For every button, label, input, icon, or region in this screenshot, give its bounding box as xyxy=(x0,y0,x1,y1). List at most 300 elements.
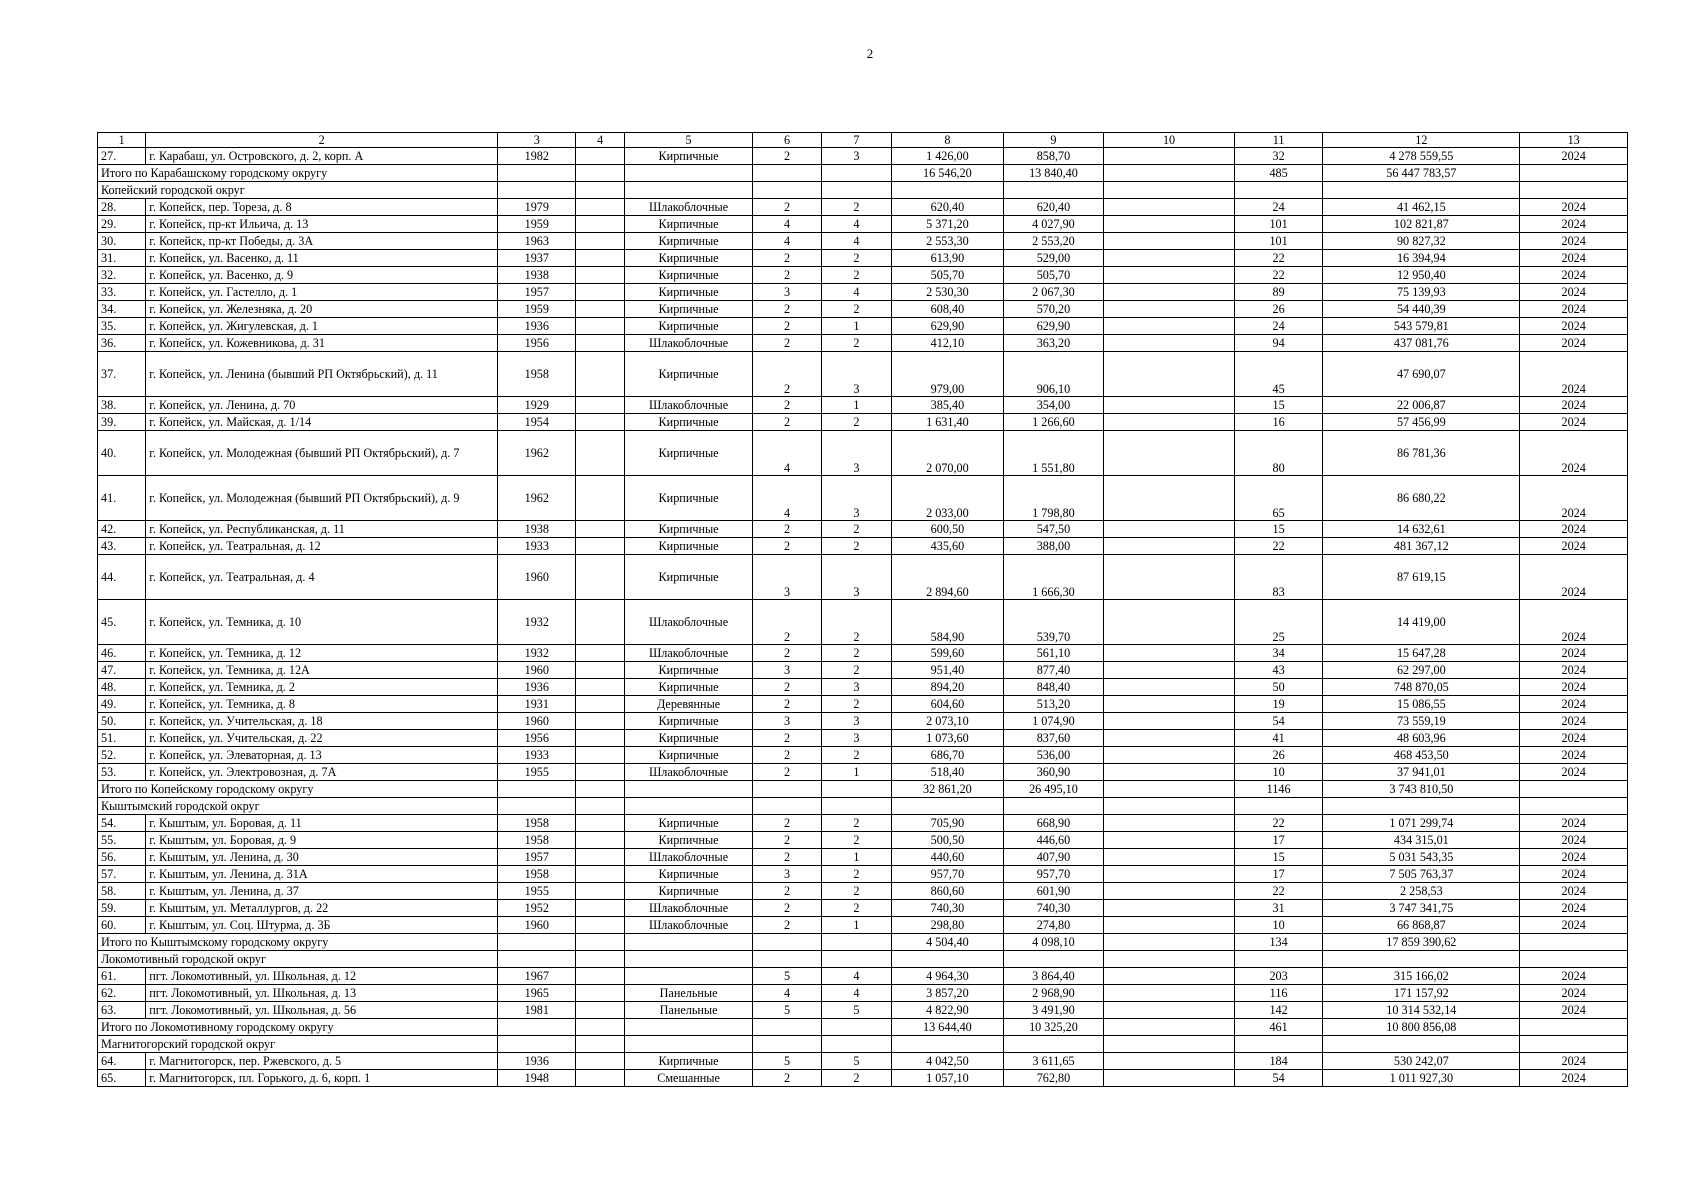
empty-cell xyxy=(821,165,891,182)
living-area-cell: 505,70 xyxy=(1003,267,1104,284)
row-number-cell: 50. xyxy=(98,713,146,730)
table-row xyxy=(98,250,1628,267)
residents-cell: 15 xyxy=(1234,521,1322,538)
empty-cell xyxy=(498,781,576,798)
table-row xyxy=(98,968,1628,985)
cost-cell: 10 800 856,08 xyxy=(1323,1019,1520,1036)
empty-cell xyxy=(576,148,624,165)
residents-cell: 15 xyxy=(1234,849,1322,866)
section-row xyxy=(98,182,1628,199)
floors-cell: 2 xyxy=(753,250,821,267)
table-row xyxy=(98,1070,1628,1087)
empty-cell xyxy=(1323,798,1520,815)
address-cell: г. Копейск, пр-кт Ильича, д. 13 xyxy=(146,216,498,233)
living-area-cell: 858,70 xyxy=(1003,148,1104,165)
empty-cell xyxy=(576,968,624,985)
empty-cell xyxy=(753,934,821,951)
empty-cell xyxy=(576,747,624,764)
row-number-cell: 28. xyxy=(98,199,146,216)
row-number-cell: 62. xyxy=(98,985,146,1002)
row-number-cell: 32. xyxy=(98,267,146,284)
table-row xyxy=(98,713,1628,730)
empty-cell xyxy=(1104,538,1235,555)
year-cell: 1965 xyxy=(498,985,576,1002)
wall-material-cell: Шлакоблочные xyxy=(624,764,753,781)
table-row xyxy=(98,148,1628,165)
empty-cell xyxy=(1104,781,1235,798)
entrances-cell: 4 xyxy=(821,968,891,985)
residents-cell: 17 xyxy=(1234,832,1322,849)
section-label: Кыштымский городской округ xyxy=(98,798,498,815)
wall-material-cell: Кирпичные xyxy=(624,679,753,696)
wall-material-cell: Смешанные xyxy=(624,1070,753,1087)
completion-year-cell: 2024 xyxy=(1520,521,1628,538)
column-number: 6 xyxy=(753,133,821,148)
year-cell: 1958 xyxy=(498,815,576,832)
completion-year-cell: 2024 xyxy=(1520,1002,1628,1019)
row-number-cell: 31. xyxy=(98,250,146,267)
living-area-cell: 539,70 xyxy=(1003,600,1104,645)
empty-cell xyxy=(576,1019,624,1036)
empty-cell xyxy=(576,764,624,781)
row-number-cell: 56. xyxy=(98,849,146,866)
completion-year-cell: 2024 xyxy=(1520,476,1628,521)
empty-cell xyxy=(498,1019,576,1036)
cost-cell: 3 747 341,75 xyxy=(1323,900,1520,917)
wall-material-cell: Кирпичные xyxy=(624,233,753,250)
empty-cell xyxy=(1520,934,1628,951)
cost-cell: 86 781,36 xyxy=(1323,431,1520,476)
residents-cell: 22 xyxy=(1234,267,1322,284)
residents-cell: 10 xyxy=(1234,764,1322,781)
empty-cell xyxy=(624,781,753,798)
cost-cell: 102 821,87 xyxy=(1323,216,1520,233)
address-cell: г. Копейск, ул. Темника, д. 8 xyxy=(146,696,498,713)
floors-cell: 2 xyxy=(753,883,821,900)
table-row xyxy=(98,352,1628,397)
total-area-cell: 2 073,10 xyxy=(892,713,1004,730)
empty-cell xyxy=(576,900,624,917)
table-row xyxy=(98,267,1628,284)
empty-cell xyxy=(1104,284,1235,301)
wall-material-cell: Кирпичные xyxy=(624,883,753,900)
year-cell: 1960 xyxy=(498,713,576,730)
wall-material-cell: Шлакоблочные xyxy=(624,849,753,866)
living-area-cell: 2 067,30 xyxy=(1003,284,1104,301)
completion-year-cell: 2024 xyxy=(1520,662,1628,679)
empty-cell xyxy=(753,951,821,968)
address-cell: г. Кыштым, ул. Ленина, д. 30 xyxy=(146,849,498,866)
living-area-cell: 957,70 xyxy=(1003,866,1104,883)
entrances-cell: 4 xyxy=(821,284,891,301)
empty-cell xyxy=(1520,165,1628,182)
residents-cell: 83 xyxy=(1234,555,1322,600)
entrances-cell: 2 xyxy=(821,696,891,713)
address-cell: г. Копейск, ул. Ленина (бывший РП Октябрьский), д. 11 xyxy=(146,352,498,397)
table-row xyxy=(98,645,1628,662)
row-number-cell: 59. xyxy=(98,900,146,917)
cost-cell: 87 619,15 xyxy=(1323,555,1520,600)
cost-cell: 86 680,22 xyxy=(1323,476,1520,521)
entrances-cell: 4 xyxy=(821,985,891,1002)
residents-cell: 22 xyxy=(1234,883,1322,900)
entrances-cell: 3 xyxy=(821,730,891,747)
empty-cell xyxy=(1104,182,1235,199)
completion-year-cell: 2024 xyxy=(1520,1053,1628,1070)
empty-cell xyxy=(576,538,624,555)
cost-cell: 1 071 299,74 xyxy=(1323,815,1520,832)
wall-material-cell: Деревянные xyxy=(624,696,753,713)
section-row xyxy=(98,951,1628,968)
empty-cell xyxy=(1104,662,1235,679)
table-header xyxy=(98,133,1628,148)
empty-cell xyxy=(624,798,753,815)
year-cell: 1938 xyxy=(498,521,576,538)
table-row xyxy=(98,866,1628,883)
year-cell: 1960 xyxy=(498,555,576,600)
table-row xyxy=(98,301,1628,318)
empty-cell xyxy=(576,662,624,679)
completion-year-cell: 2024 xyxy=(1520,730,1628,747)
living-area-cell: 513,20 xyxy=(1003,696,1104,713)
empty-cell xyxy=(1104,764,1235,781)
cost-cell: 1 011 927,30 xyxy=(1323,1070,1520,1087)
subtotal-row xyxy=(98,1019,1628,1036)
empty-cell xyxy=(753,798,821,815)
table-row xyxy=(98,199,1628,216)
year-cell: 1957 xyxy=(498,849,576,866)
wall-material-cell: Кирпичные xyxy=(624,414,753,431)
residents-cell: 54 xyxy=(1234,1070,1322,1087)
address-cell: г. Копейск, ул. Кожевникова, д. 31 xyxy=(146,335,498,352)
living-area-cell: 877,40 xyxy=(1003,662,1104,679)
floors-cell: 3 xyxy=(753,284,821,301)
empty-cell xyxy=(1234,182,1322,199)
cost-cell: 543 579,81 xyxy=(1323,318,1520,335)
total-area-cell: 604,60 xyxy=(892,696,1004,713)
empty-cell xyxy=(576,521,624,538)
residents-cell: 485 xyxy=(1234,165,1322,182)
living-area-cell: 407,90 xyxy=(1003,849,1104,866)
year-cell: 1981 xyxy=(498,1002,576,1019)
column-number: 10 xyxy=(1104,133,1235,148)
address-cell: г. Кыштым, ул. Металлургов, д. 22 xyxy=(146,900,498,917)
address-cell: г. Магнитогорск, пл. Горького, д. 6, корп. 1 xyxy=(146,1070,498,1087)
entrances-cell: 2 xyxy=(821,600,891,645)
row-number-cell: 30. xyxy=(98,233,146,250)
empty-cell xyxy=(1104,397,1235,414)
empty-cell xyxy=(576,476,624,521)
empty-cell xyxy=(1104,917,1235,934)
total-area-cell: 1 073,60 xyxy=(892,730,1004,747)
wall-material-cell: Шлакоблочные xyxy=(624,645,753,662)
floors-cell: 2 xyxy=(753,832,821,849)
residents-cell: 142 xyxy=(1234,1002,1322,1019)
row-number-cell: 64. xyxy=(98,1053,146,1070)
total-area-cell: 2 033,00 xyxy=(892,476,1004,521)
total-area-cell: 860,60 xyxy=(892,883,1004,900)
living-area-cell: 4 027,90 xyxy=(1003,216,1104,233)
empty-cell xyxy=(1104,900,1235,917)
address-cell: пгт. Локомотивный, ул. Школьная, д. 56 xyxy=(146,1002,498,1019)
column-number: 4 xyxy=(576,133,624,148)
table-row xyxy=(98,600,1628,645)
column-number: 3 xyxy=(498,133,576,148)
column-number: 2 xyxy=(146,133,498,148)
empty-cell xyxy=(1104,216,1235,233)
address-cell: г. Копейск, ул. Васенко, д. 11 xyxy=(146,250,498,267)
living-area-cell: 3 491,90 xyxy=(1003,1002,1104,1019)
address-cell: г. Копейск, пер. Тореза, д. 8 xyxy=(146,199,498,216)
living-area-cell: 529,00 xyxy=(1003,250,1104,267)
entrances-cell: 3 xyxy=(821,713,891,730)
wall-material-cell: Кирпичные xyxy=(624,555,753,600)
living-area-cell: 1 266,60 xyxy=(1003,414,1104,431)
table-row xyxy=(98,476,1628,521)
total-area-cell: 4 822,90 xyxy=(892,1002,1004,1019)
wall-material-cell: Шлакоблочные xyxy=(624,900,753,917)
wall-material-cell: Кирпичные xyxy=(624,250,753,267)
completion-year-cell: 2024 xyxy=(1520,216,1628,233)
completion-year-cell: 2024 xyxy=(1520,815,1628,832)
empty-cell xyxy=(821,1036,891,1053)
row-number-cell: 49. xyxy=(98,696,146,713)
table-row xyxy=(98,679,1628,696)
address-cell: г. Копейск, ул. Темника, д. 12 xyxy=(146,645,498,662)
total-area-cell: 1 631,40 xyxy=(892,414,1004,431)
empty-cell xyxy=(892,951,1004,968)
empty-cell xyxy=(576,1070,624,1087)
floors-cell: 4 xyxy=(753,431,821,476)
empty-cell xyxy=(1104,352,1235,397)
empty-cell xyxy=(1104,199,1235,216)
table-row xyxy=(98,538,1628,555)
subtotal-row xyxy=(98,934,1628,951)
empty-cell xyxy=(1104,1036,1235,1053)
living-area-cell: 740,30 xyxy=(1003,900,1104,917)
row-number-cell: 63. xyxy=(98,1002,146,1019)
empty-cell xyxy=(753,781,821,798)
empty-cell xyxy=(1104,301,1235,318)
year-cell: 1952 xyxy=(498,900,576,917)
cost-cell: 468 453,50 xyxy=(1323,747,1520,764)
total-area-cell: 4 964,30 xyxy=(892,968,1004,985)
living-area-cell: 3 611,65 xyxy=(1003,1053,1104,1070)
row-number-cell: 36. xyxy=(98,335,146,352)
entrances-cell: 2 xyxy=(821,832,891,849)
housing-register-table xyxy=(97,132,1628,1087)
completion-year-cell: 2024 xyxy=(1520,968,1628,985)
floors-cell: 2 xyxy=(753,148,821,165)
table-row xyxy=(98,521,1628,538)
cost-cell: 22 006,87 xyxy=(1323,397,1520,414)
row-number-cell: 61. xyxy=(98,968,146,985)
empty-cell xyxy=(1104,798,1235,815)
floors-cell: 3 xyxy=(753,555,821,600)
living-area-cell: 536,00 xyxy=(1003,747,1104,764)
row-number-cell: 42. xyxy=(98,521,146,538)
living-area-cell: 274,80 xyxy=(1003,917,1104,934)
table-body xyxy=(98,148,1628,1087)
completion-year-cell: 2024 xyxy=(1520,917,1628,934)
total-area-cell: 4 504,40 xyxy=(892,934,1004,951)
empty-cell xyxy=(576,934,624,951)
address-cell: г. Копейск, ул. Гастелло, д. 1 xyxy=(146,284,498,301)
table-row xyxy=(98,1002,1628,1019)
empty-cell xyxy=(821,951,891,968)
residents-cell: 80 xyxy=(1234,431,1322,476)
completion-year-cell: 2024 xyxy=(1520,431,1628,476)
cost-cell: 15 647,28 xyxy=(1323,645,1520,662)
entrances-cell: 4 xyxy=(821,216,891,233)
empty-cell xyxy=(1520,951,1628,968)
wall-material-cell: Кирпичные xyxy=(624,318,753,335)
empty-cell xyxy=(1104,1002,1235,1019)
empty-cell xyxy=(1104,555,1235,600)
living-area-cell: 547,50 xyxy=(1003,521,1104,538)
residents-cell: 22 xyxy=(1234,815,1322,832)
year-cell: 1979 xyxy=(498,199,576,216)
floors-cell: 2 xyxy=(753,696,821,713)
empty-cell xyxy=(753,1019,821,1036)
year-cell: 1957 xyxy=(498,284,576,301)
living-area-cell: 360,90 xyxy=(1003,764,1104,781)
completion-year-cell: 2024 xyxy=(1520,679,1628,696)
total-area-cell: 412,10 xyxy=(892,335,1004,352)
year-cell: 1936 xyxy=(498,318,576,335)
total-area-cell: 16 546,20 xyxy=(892,165,1004,182)
table-row xyxy=(98,216,1628,233)
wall-material-cell: Шлакоблочные xyxy=(624,199,753,216)
empty-cell xyxy=(1104,713,1235,730)
cost-cell: 17 859 390,62 xyxy=(1323,934,1520,951)
row-number-cell: 52. xyxy=(98,747,146,764)
empty-cell xyxy=(576,849,624,866)
empty-cell xyxy=(576,233,624,250)
column-number: 8 xyxy=(892,133,1004,148)
row-number-cell: 53. xyxy=(98,764,146,781)
year-cell: 1959 xyxy=(498,216,576,233)
empty-cell xyxy=(576,165,624,182)
empty-cell xyxy=(576,815,624,832)
living-area-cell: 906,10 xyxy=(1003,352,1104,397)
empty-cell xyxy=(576,679,624,696)
empty-cell xyxy=(576,883,624,900)
empty-cell xyxy=(1104,148,1235,165)
empty-cell xyxy=(576,798,624,815)
residents-cell: 184 xyxy=(1234,1053,1322,1070)
empty-cell xyxy=(624,934,753,951)
table-row xyxy=(98,985,1628,1002)
wall-material-cell: Кирпичные xyxy=(624,713,753,730)
column-number: 1 xyxy=(98,133,146,148)
entrances-cell: 5 xyxy=(821,1053,891,1070)
empty-cell xyxy=(1234,1036,1322,1053)
column-number: 13 xyxy=(1520,133,1628,148)
empty-cell xyxy=(821,798,891,815)
empty-cell xyxy=(892,798,1004,815)
completion-year-cell: 2024 xyxy=(1520,849,1628,866)
floors-cell: 5 xyxy=(753,1053,821,1070)
living-area-cell: 1 666,30 xyxy=(1003,555,1104,600)
empty-cell xyxy=(1323,951,1520,968)
address-cell: г. Копейск, ул. Темника, д. 2 xyxy=(146,679,498,696)
address-cell: г. Копейск, ул. Жигулевская, д. 1 xyxy=(146,318,498,335)
empty-cell xyxy=(1104,1070,1235,1087)
entrances-cell: 2 xyxy=(821,267,891,284)
empty-cell xyxy=(821,1019,891,1036)
cost-cell: 47 690,07 xyxy=(1323,352,1520,397)
residents-cell: 31 xyxy=(1234,900,1322,917)
floors-cell: 2 xyxy=(753,900,821,917)
subtotal-label: Итого по Локомотивному городскому округу xyxy=(98,1019,498,1036)
empty-cell xyxy=(576,600,624,645)
total-area-cell: 1 057,10 xyxy=(892,1070,1004,1087)
residents-cell: 17 xyxy=(1234,866,1322,883)
floors-cell: 2 xyxy=(753,679,821,696)
living-area-cell: 10 325,20 xyxy=(1003,1019,1104,1036)
living-area-cell: 601,90 xyxy=(1003,883,1104,900)
floors-cell: 2 xyxy=(753,301,821,318)
completion-year-cell: 2024 xyxy=(1520,335,1628,352)
floors-cell: 2 xyxy=(753,747,821,764)
living-area-cell: 570,20 xyxy=(1003,301,1104,318)
entrances-cell: 1 xyxy=(821,917,891,934)
floors-cell: 4 xyxy=(753,216,821,233)
empty-cell xyxy=(1104,696,1235,713)
total-area-cell: 5 371,20 xyxy=(892,216,1004,233)
empty-cell xyxy=(1104,832,1235,849)
row-number-cell: 33. xyxy=(98,284,146,301)
empty-cell xyxy=(576,352,624,397)
column-number-row xyxy=(98,133,1628,148)
wall-material-cell: Кирпичные xyxy=(624,521,753,538)
year-cell: 1967 xyxy=(498,968,576,985)
column-number: 12 xyxy=(1323,133,1520,148)
residents-cell: 22 xyxy=(1234,538,1322,555)
empty-cell xyxy=(498,951,576,968)
empty-cell xyxy=(1520,798,1628,815)
empty-cell xyxy=(753,182,821,199)
entrances-cell: 2 xyxy=(821,301,891,318)
empty-cell xyxy=(1104,934,1235,951)
living-area-cell: 13 840,40 xyxy=(1003,165,1104,182)
cost-cell: 3 743 810,50 xyxy=(1323,781,1520,798)
floors-cell: 4 xyxy=(753,476,821,521)
wall-material-cell: Кирпичные xyxy=(624,352,753,397)
cost-cell: 2 258,53 xyxy=(1323,883,1520,900)
residents-cell: 24 xyxy=(1234,318,1322,335)
living-area-cell: 620,40 xyxy=(1003,199,1104,216)
cost-cell: 171 157,92 xyxy=(1323,985,1520,1002)
completion-year-cell: 2024 xyxy=(1520,267,1628,284)
residents-cell: 101 xyxy=(1234,233,1322,250)
cost-cell: 14 632,61 xyxy=(1323,521,1520,538)
residents-cell: 45 xyxy=(1234,352,1322,397)
empty-cell xyxy=(576,431,624,476)
residents-cell: 203 xyxy=(1234,968,1322,985)
total-area-cell: 705,90 xyxy=(892,815,1004,832)
wall-material-cell: Кирпичные xyxy=(624,662,753,679)
entrances-cell: 2 xyxy=(821,414,891,431)
empty-cell xyxy=(624,951,753,968)
empty-cell xyxy=(1104,883,1235,900)
table-row xyxy=(98,849,1628,866)
year-cell: 1936 xyxy=(498,679,576,696)
floors-cell: 2 xyxy=(753,917,821,934)
empty-cell xyxy=(576,250,624,267)
empty-cell xyxy=(576,318,624,335)
